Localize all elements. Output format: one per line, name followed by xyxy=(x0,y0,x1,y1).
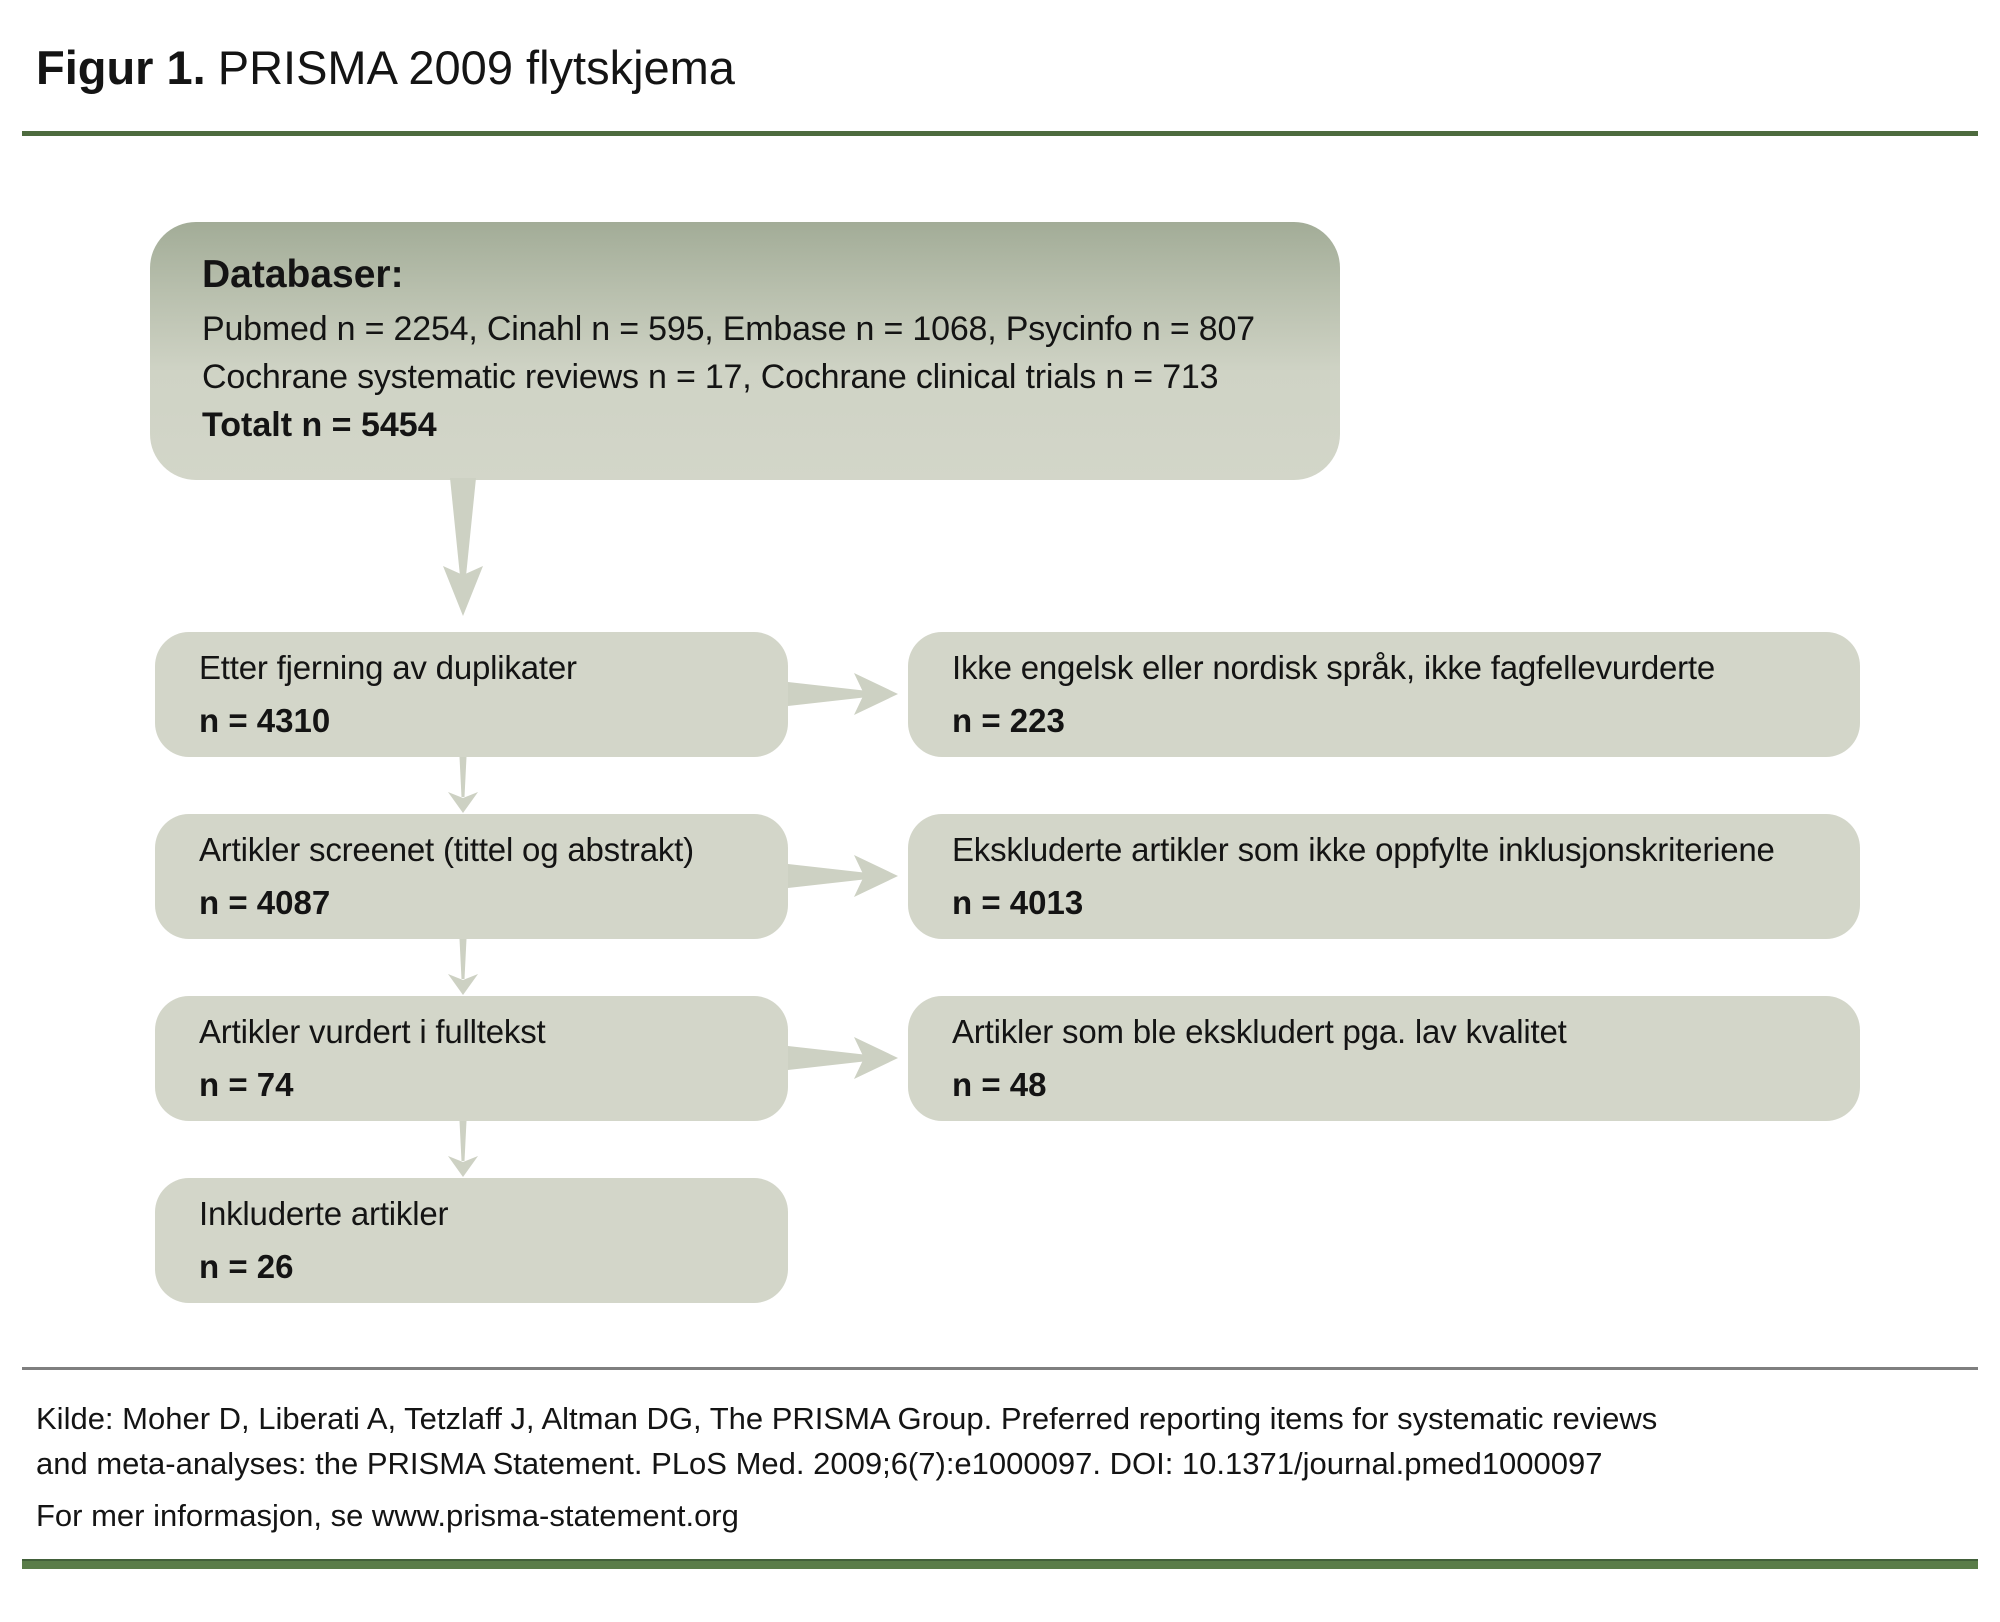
step-label: Etter fjerning av duplikater xyxy=(199,648,577,686)
box-after-duplicates xyxy=(155,632,788,757)
exclusion-count: n = 4013 xyxy=(952,883,1084,921)
arrow-right-to-excluded-criteria xyxy=(788,846,900,906)
arrow-down-to-screened xyxy=(443,757,483,814)
step-count: n = 74 xyxy=(199,1065,294,1103)
step-count: n = 4310 xyxy=(199,701,331,739)
box-screened xyxy=(155,814,788,939)
arrow-down-databases-to-duplicates xyxy=(433,478,493,618)
arrow-down-to-fulltext xyxy=(443,939,483,996)
step-count: n = 4087 xyxy=(199,883,331,921)
source-line-2: and meta-analyses: the PRISMA Statement. PLoS Med. 2009;6(7):e1000097. DOI: 10.1371/journal.pmed1000097 xyxy=(36,1446,1603,1481)
figure-title-text: PRISMA 2009 flytskjema xyxy=(217,41,735,94)
step-label: Artikler screenet (tittel og abstrakt) xyxy=(199,830,694,868)
box-included xyxy=(155,1178,788,1303)
box-excluded-language xyxy=(908,632,1860,757)
box-excluded-criteria xyxy=(908,814,1860,939)
box-excluded-quality xyxy=(908,996,1860,1121)
arrow-right-to-excluded-language xyxy=(788,664,900,724)
box-fulltext xyxy=(155,996,788,1121)
databases-total: Totalt n = 5454 xyxy=(202,406,437,445)
exclusion-label: Ekskluderte artikler som ikke oppfylte inklusjonskriteriene xyxy=(952,830,1775,868)
figure-title xyxy=(36,40,735,95)
box-databases xyxy=(150,222,1340,480)
source-citation xyxy=(36,1396,1657,1486)
title-divider-rule xyxy=(22,131,1978,136)
source-line-1: Kilde: Moher D, Liberati A, Tetzlaff J, Altman DG, The PRISMA Group. Preferred reporting items for systematic reviews xyxy=(36,1401,1658,1436)
databases-heading: Databaser: xyxy=(202,252,404,296)
arrow-down-to-included xyxy=(443,1121,483,1178)
step-label: Inkluderte artikler xyxy=(199,1194,449,1232)
databases-line1: Pubmed n = 2254, Cinahl n = 595, Embase n = 1068, Psycinfo n = 807 xyxy=(202,309,1255,348)
exclusion-count: n = 223 xyxy=(952,701,1065,739)
arrow-right-to-excluded-quality xyxy=(788,1028,900,1088)
figure-label: Figur 1. xyxy=(36,41,206,94)
bottom-green-bar xyxy=(22,1559,1978,1569)
step-count: n = 26 xyxy=(199,1247,294,1285)
footer-divider-rule xyxy=(22,1367,1978,1370)
more-info-text: For mer informasjon, se www.prisma-statement.org xyxy=(36,1498,739,1533)
databases-line2: Cochrane systematic reviews n = 17, Cochrane clinical trials n = 713 xyxy=(202,357,1219,396)
step-label: Artikler vurdert i fulltekst xyxy=(199,1012,546,1050)
exclusion-label: Artikler som ble ekskludert pga. lav kvalitet xyxy=(952,1012,1567,1050)
exclusion-label: Ikke engelsk eller nordisk språk, ikke fagfellevurderte xyxy=(952,648,1716,686)
exclusion-count: n = 48 xyxy=(952,1065,1047,1103)
